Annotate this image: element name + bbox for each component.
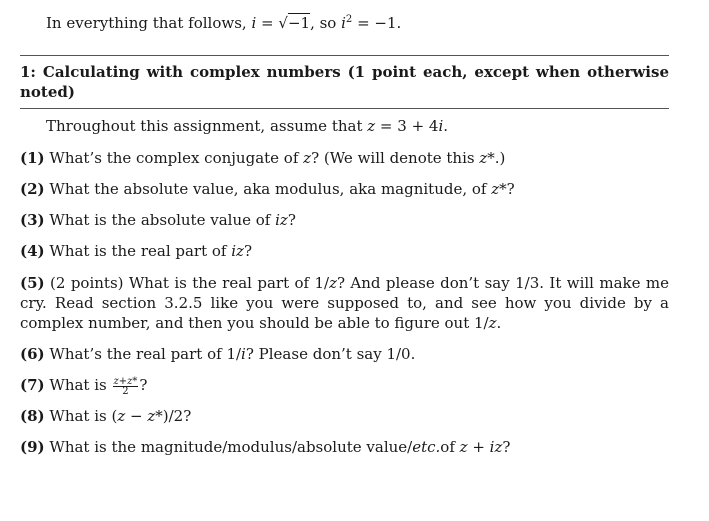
section-title: 1: Calculating with complex numbers (1 point each, except when otherwise noted) — [20, 63, 669, 101]
intro-line: In everything that follows, i = √−1, so $i^2 = -1$. — [46, 14, 402, 32]
question-1: (1) What’s the complex conjugate of z? (We will denote this z*.) — [20, 149, 506, 167]
section-rule-top — [20, 55, 669, 56]
question-2: (2) What the absolute value, aka modulus, aka magnitude, of z*? — [20, 180, 515, 198]
question-3: (3) What is the absolute value of iz? — [20, 211, 296, 229]
fraction: $\frac{z+z*}{2}$ — [113, 375, 138, 397]
question-8: (8) What is (z − z*)/2? — [20, 407, 192, 425]
question-5: (5) (2 points) What is the real part of 1/z? And please don’t say 1/3. It will make me cry. Read section 3.2.5 like you were supposed to, and see how you divide by a complex number, and then you should be able to figure out 1/z. — [20, 274, 669, 332]
question-9: (9) What is the magnitude/modulus/absolute value/etc.of z + iz? — [20, 438, 511, 456]
question-6: (6) What’s the real part of 1/i? Please don’t say 1/0. — [20, 345, 416, 363]
section-rule-bottom — [20, 108, 669, 109]
assumption-line: Throughout this assignment, assume that z = 3 + 4i. — [46, 117, 449, 135]
question-7: (7) What is $\frac{z+z*}{2}$ ? — [20, 375, 148, 397]
question-4: (4) What is the real part of iz? — [20, 242, 252, 260]
